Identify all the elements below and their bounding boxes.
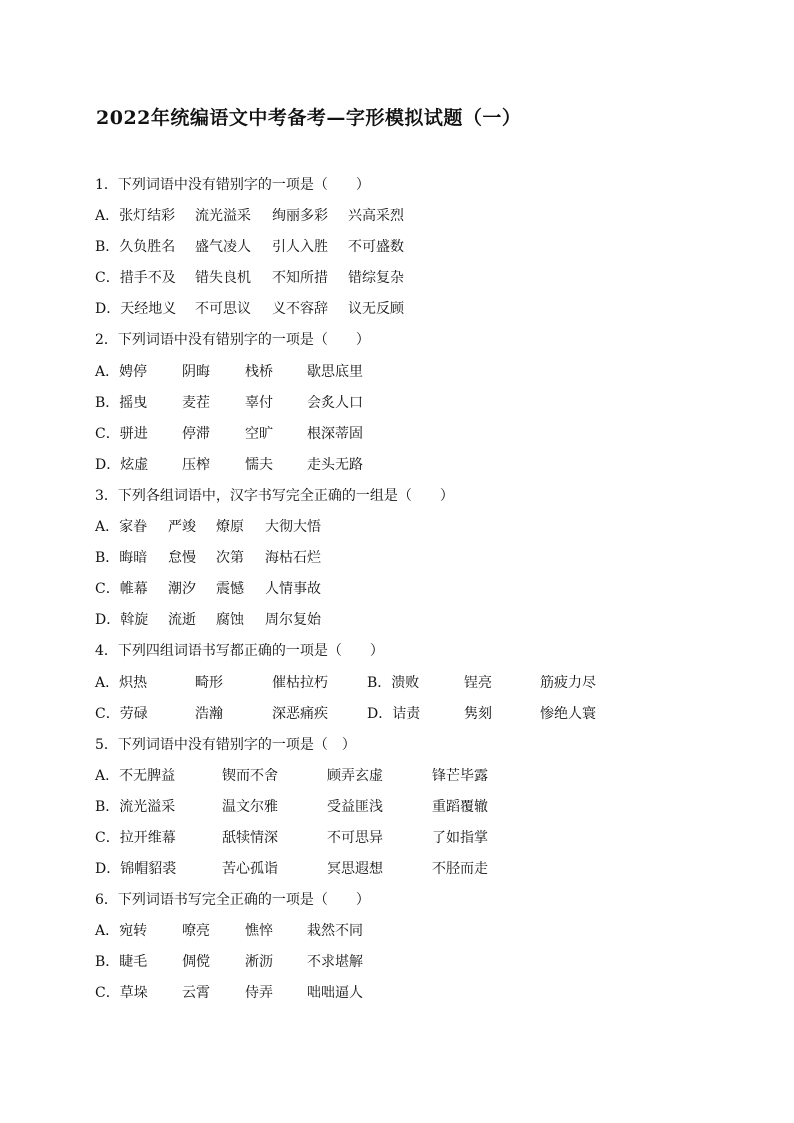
option-row	[95, 947, 735, 978]
option-word: 歇思底里	[307, 363, 363, 380]
option-word: B．摇曳	[95, 394, 148, 411]
option-word: A．娉停	[95, 363, 148, 380]
option-word: 盛气凌人	[195, 239, 251, 256]
option-row	[95, 357, 735, 388]
option-word: 腐蚀	[216, 612, 244, 629]
option-word: 了如指掌	[432, 829, 488, 846]
option-word: 怠慢	[168, 550, 196, 567]
option-word: 倜傥	[182, 954, 210, 971]
option-row	[95, 916, 735, 947]
option-word: 义不容辞	[272, 301, 328, 318]
option-word: 侍弄	[245, 985, 273, 1002]
option-word: D．斡旋	[95, 612, 149, 629]
option-word: 根深蒂固	[307, 425, 363, 442]
option-word: C．骈进	[95, 425, 148, 442]
option-word: 阴晦	[182, 363, 210, 380]
option-word: A．张灯结彩	[95, 208, 176, 225]
question-stem: 1．下列词语中没有错别字的一项是（ ）	[95, 177, 370, 193]
option-word: 憔悴	[245, 923, 273, 940]
option-word: 压榨	[182, 456, 210, 473]
option-word: 潮汐	[168, 581, 196, 598]
option-word: 惨绝人寰	[540, 705, 596, 722]
option-word: 锃亮	[464, 674, 492, 691]
option-word: 麦茬	[182, 394, 210, 411]
option-word: 严竣	[168, 519, 196, 536]
option-word: 次第	[216, 550, 244, 567]
option-word: 会炙人口	[307, 394, 363, 411]
option-row	[95, 668, 735, 699]
option-word: B．流光溢采	[95, 798, 176, 815]
option-row	[95, 574, 735, 605]
option-word: 淅沥	[245, 954, 273, 971]
option-word: 大彻大悟	[265, 519, 321, 536]
option-word: 绚丽多彩	[272, 208, 328, 225]
option-row	[95, 605, 735, 636]
page-title: 2022年统编语文中考备考—字形模拟试题（一）	[96, 107, 522, 129]
option-word: C．措手不及	[95, 270, 176, 287]
option-word: 人情事故	[265, 581, 321, 598]
option-word: 咄咄逼人	[307, 985, 363, 1002]
option-word: D．天经地义	[95, 301, 177, 318]
option-word: 空旷	[245, 425, 273, 442]
option-word: D．锦帽貂裘	[95, 861, 177, 878]
option-word: 走头无路	[307, 456, 363, 473]
option-row	[95, 761, 735, 792]
option-word: B．久负胜名	[95, 239, 176, 256]
option-row	[95, 854, 735, 885]
option-word: 流光溢采	[195, 208, 251, 225]
option-word: A．不无脾益	[95, 767, 176, 784]
option-word: 流逝	[168, 612, 196, 629]
option-word: D．炫虚	[95, 456, 149, 473]
option-word: 不胫而走	[432, 861, 488, 878]
option-word: 海枯石烂	[265, 550, 321, 567]
option-word: 不可思议	[195, 301, 251, 318]
option-row	[95, 263, 735, 294]
option-row	[95, 543, 735, 574]
option-word: 受益匪浅	[327, 798, 383, 815]
option-word: 懦夫	[245, 456, 273, 473]
option-word: D．诘责	[367, 705, 421, 722]
option-word: 不求堪解	[307, 954, 363, 971]
option-row	[95, 450, 735, 481]
option-word: 畸形	[195, 674, 223, 691]
option-row	[95, 201, 735, 232]
option-word: 深恶痛疾	[272, 705, 328, 722]
option-word: 重蹈覆辙	[432, 798, 488, 815]
option-word: A．宛转	[95, 923, 148, 940]
option-word: 云霄	[182, 985, 210, 1002]
option-row	[95, 388, 735, 419]
option-word: 催枯拉朽	[272, 674, 328, 691]
option-word: C．劳碌	[95, 705, 148, 722]
option-word: B．溃败	[367, 674, 420, 691]
option-row	[95, 232, 735, 263]
option-word: 隽刻	[464, 705, 492, 722]
option-row	[95, 699, 735, 730]
option-word: 浩瀚	[195, 705, 223, 722]
option-word: 震憾	[216, 581, 244, 598]
option-word: 顾弄玄虚	[327, 767, 383, 784]
option-word: A．家眷	[95, 519, 148, 536]
option-word: B．睫毛	[95, 954, 148, 971]
question-stem: 4．下列四组词语书写都正确的一项是（ ）	[95, 643, 384, 660]
option-row	[95, 419, 735, 450]
option-word: 燎原	[216, 519, 244, 536]
option-word: C．草垛	[95, 985, 148, 1002]
option-word: 锋芒毕露	[432, 767, 488, 784]
option-row	[95, 512, 735, 543]
option-word: 栽然不同	[307, 923, 363, 940]
option-word: 锲而不舍	[222, 767, 278, 784]
option-word: 苦心孤诣	[222, 861, 278, 878]
option-word: 不可思异	[327, 829, 383, 846]
option-word: 引人入胜	[272, 239, 328, 256]
question-stem: 3．下列各组词语中，汉字书写完全正确的一组是（ ）	[95, 487, 454, 504]
option-word: C．帷幕	[95, 581, 148, 598]
option-row	[95, 294, 735, 325]
question-stem: 5．下列词语中没有错别字的一项是（ ）	[95, 736, 356, 753]
option-row	[95, 978, 735, 1009]
option-word: 不可盛数	[348, 239, 404, 256]
option-word: 嘹亮	[182, 923, 210, 940]
option-word: 周尔复始	[265, 612, 321, 629]
option-word: 冥思遐想	[327, 861, 383, 878]
option-word: 停滞	[182, 425, 210, 442]
option-word: C．拉开维幕	[95, 829, 176, 846]
option-word: 错综复杂	[348, 270, 404, 287]
option-row	[95, 792, 735, 823]
option-row	[95, 823, 735, 854]
option-word: 栈桥	[245, 363, 273, 380]
option-word: 温文尔雅	[222, 798, 278, 815]
option-word: 兴高采烈	[348, 208, 404, 225]
question-list	[95, 170, 735, 1010]
option-word: 辜付	[245, 394, 273, 411]
option-word: 错失良机	[195, 270, 251, 287]
option-word: 议无反顾	[348, 301, 404, 318]
option-word: 筋疲力尽	[540, 674, 596, 691]
option-word: B．晦暗	[95, 550, 148, 567]
option-word: A．炽热	[95, 674, 148, 691]
question-stem: 6．下列词语书写完全正确的一项是（ ）	[95, 892, 370, 909]
option-word: 不知所措	[272, 270, 328, 287]
option-word: 舐犊情深	[222, 829, 278, 846]
question-stem: 2．下列词语中没有错别字的一项是（ ）	[95, 332, 370, 349]
